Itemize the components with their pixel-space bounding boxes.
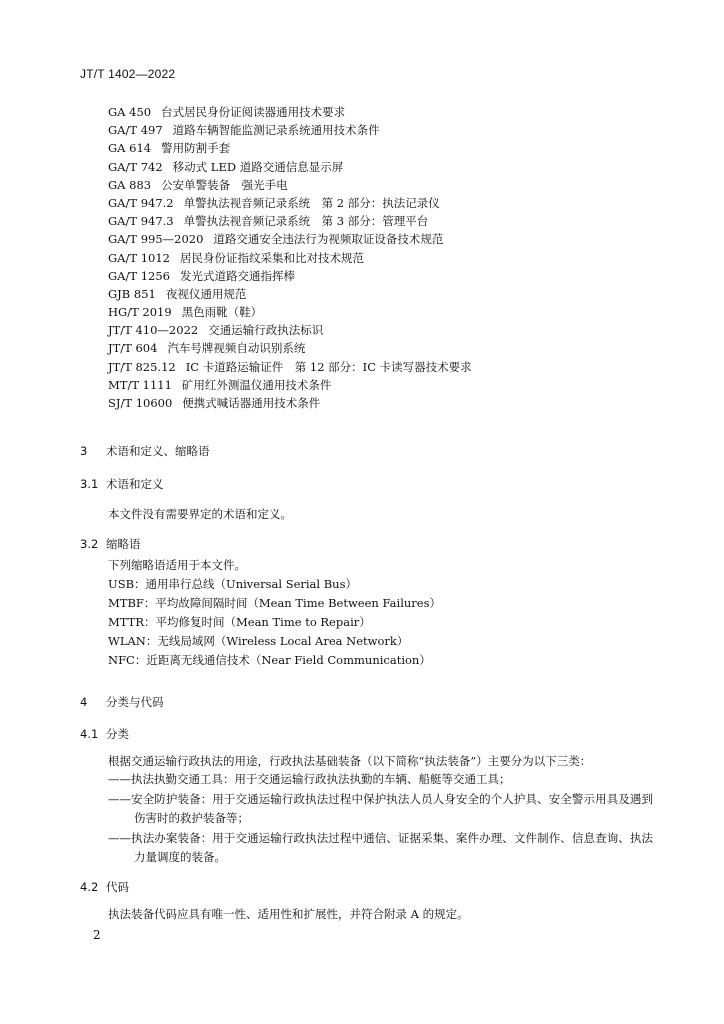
section-4-2-heading — [80, 879, 129, 895]
abbreviation-item: WLAN：无线局域网（Wireless Local Area Network） — [108, 634, 409, 648]
reference-item — [108, 121, 668, 139]
reference-code: GA/T 947.2 — [108, 195, 174, 210]
reference-title: 便携式喊话器通用技术条件 — [182, 396, 321, 410]
reference-code: HG/T 2019 — [108, 305, 172, 320]
reference-code: JT/T 604 — [108, 341, 158, 356]
section-3-1-heading — [80, 476, 164, 492]
section-number: 4 — [80, 695, 88, 709]
section-title: 术语和定义、缩略语 — [106, 444, 210, 458]
reference-code: MT/T 1111 — [108, 377, 172, 392]
reference-item — [108, 303, 668, 321]
reference-code: GA 883 — [108, 177, 152, 192]
reference-item — [108, 158, 668, 176]
reference-code: GA 450 — [108, 105, 152, 119]
section-title: 代码 — [106, 880, 129, 894]
section-number: 4.1 — [80, 727, 99, 741]
reference-code: GA/T 1012 — [108, 250, 170, 265]
reference-code: GA/T 1256 — [108, 268, 170, 283]
reference-code: JT/T 825.12 — [108, 359, 176, 374]
classification-item: ——执法办案装备：用于交通运输行政执法过程中通信、证据采集、案件办理、文件制作、信息查询、执法力量调度的装备。 — [108, 830, 653, 864]
reference-code: GA/T 742 — [108, 159, 163, 174]
reference-code: JT/T 410—2022 — [108, 323, 199, 338]
reference-code: SJ/T 10600 — [108, 396, 173, 410]
section-title: 缩略语 — [106, 537, 141, 551]
reference-item — [108, 394, 668, 412]
section-3-2-heading — [80, 536, 141, 552]
reference-title: 居民身份证指纹采集和比对技术规范 — [179, 250, 364, 265]
section-number: 3.2 — [80, 537, 99, 551]
reference-title: 移动式 LED 道路交通信息显示屏 — [172, 159, 344, 174]
abbreviation-item: NFC：近距离无线通信技术（Near Field Communication） — [108, 653, 431, 667]
section-title: 分类 — [106, 727, 129, 741]
classification-item: ——安全防护装备：用于交通运输行政执法过程中保护执法人员人身安全的个人护具、安全警示用具及遇到伤害时的救护装备等； — [108, 791, 653, 825]
section-4-2-text: 执法装备代码应具有唯一性、适用性和扩展性，并符合附录 A 的规定。 — [108, 907, 469, 921]
reference-title: 公安单警装备 强光手电 — [161, 177, 288, 192]
section-title: 分类与代码 — [106, 695, 164, 709]
reference-title: 台式居民身份证阅读器通用技术要求 — [161, 105, 346, 119]
section-3-1-text: 本文件没有需要界定的术语和定义。 — [108, 507, 292, 521]
classification-item: ——执法执勤交通工具：用于交通运输行政执法执勤的车辆、船艇等交通工具； — [108, 772, 511, 786]
reference-item — [108, 194, 668, 212]
abbreviation-item: MTBF：平均故障间隔时间（Mean Time Between Failures） — [108, 596, 442, 610]
section-4-1-heading — [80, 726, 129, 742]
reference-item — [108, 285, 668, 303]
section-number: 3 — [80, 444, 88, 458]
abbreviation-list — [108, 575, 441, 670]
reference-item — [108, 103, 668, 121]
reference-item — [108, 321, 668, 339]
reference-title: 道路交通安全违法行为视频取证设备技术规范 — [213, 232, 444, 247]
reference-title: 单警执法视音频记录系统 第 2 部分：执法记录仪 — [183, 195, 440, 210]
abbreviation-item: MTTR：平均修复时间（Mean Time to Repair） — [108, 615, 371, 629]
document-id-header: JT/T 1402—2022 — [80, 67, 176, 81]
reference-item — [108, 212, 668, 230]
reference-title: 汽车号牌视频自动识别系统 — [167, 341, 306, 356]
reference-item — [108, 376, 668, 394]
reference-title: 道路车辆智能监测记录系统通用技术条件 — [172, 123, 380, 138]
reference-title: 交通运输行政执法标识 — [208, 323, 324, 338]
reference-code: GJB 851 — [108, 286, 156, 301]
reference-code: GA/T 947.3 — [108, 214, 174, 229]
reference-title: 单警执法视音频记录系统 第 3 部分：管理平台 — [183, 214, 429, 229]
reference-item — [108, 249, 668, 267]
reference-item — [108, 139, 668, 157]
section-4-heading — [80, 694, 164, 710]
reference-code: GA 614 — [108, 141, 152, 156]
reference-title: 夜视仪通用规范 — [165, 286, 247, 301]
reference-item — [108, 230, 668, 248]
section-3-heading — [80, 443, 210, 459]
classification-intro: 根据交通运输行政执法的用途，行政执法基础装备（以下简称“执法装备”）主要分为以下三类： — [108, 754, 592, 768]
classification-list — [108, 770, 653, 868]
normative-reference-list — [108, 103, 668, 412]
abbreviation-intro: 下列缩略语适用于本文件。 — [108, 558, 246, 572]
abbreviation-item: USB：通用串行总线（Universal Serial Bus） — [108, 577, 357, 591]
page-number: 2 — [93, 928, 101, 942]
section-title: 术语和定义 — [106, 477, 164, 491]
reference-item — [108, 358, 668, 376]
reference-item — [108, 339, 668, 357]
reference-title: 警用防割手套 — [161, 141, 231, 156]
section-number: 3.1 — [80, 477, 99, 491]
reference-item — [108, 176, 668, 194]
reference-code: GA/T 497 — [108, 123, 163, 138]
reference-code: GA/T 995—2020 — [108, 232, 204, 247]
reference-title: 发光式道路交通指挥棒 — [179, 268, 295, 283]
reference-item — [108, 267, 668, 285]
reference-title: IC 卡道路运输证件 第 12 部分：IC 卡读写器技术要求 — [185, 359, 472, 374]
reference-title: 矿用红外测温仪通用技术条件 — [181, 377, 332, 392]
section-number: 4.2 — [80, 880, 99, 894]
reference-title: 黑色雨靴（鞋） — [181, 305, 263, 320]
